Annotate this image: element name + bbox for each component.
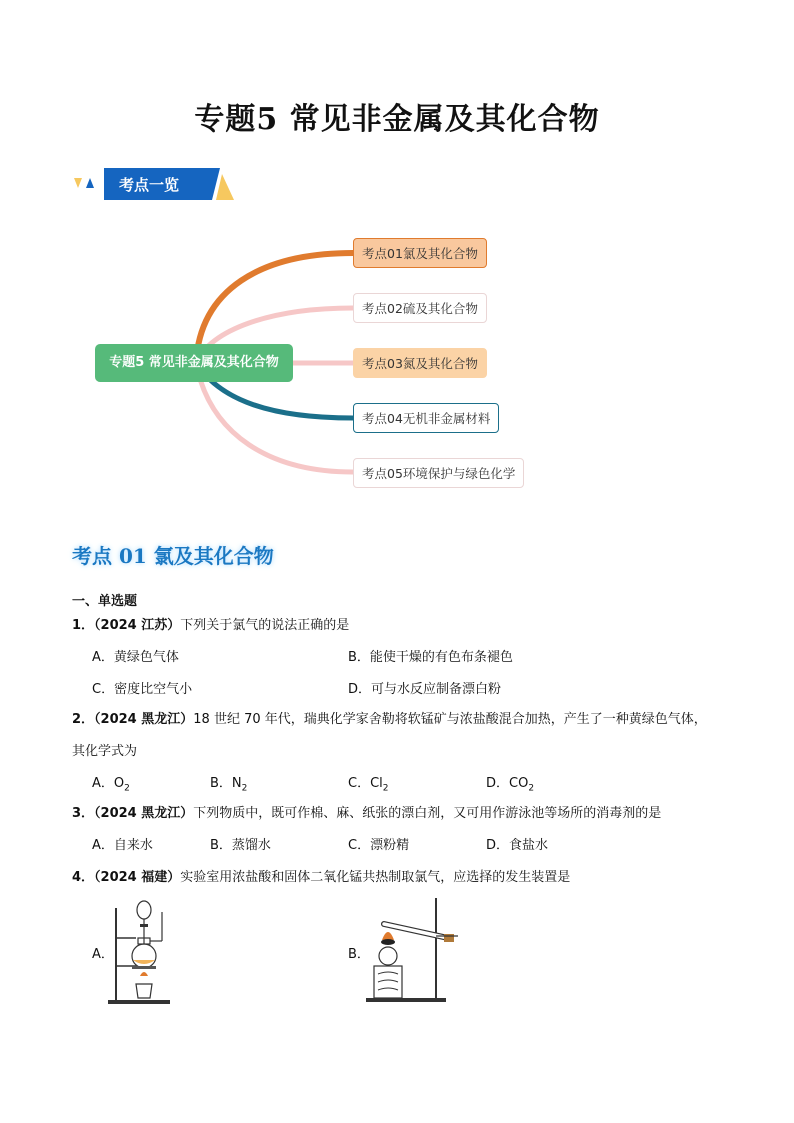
q1-option-b: B．能使干燥的有色布条褪色 [348,650,513,665]
flask-apparatus-icon [106,894,172,1006]
banner-label: 考点一览 [118,176,179,194]
question-stem: 下列物质中，既可作棉、麻、纸张的漂白剂，又可用作游泳池等场所的消毒剂的是 [193,806,662,821]
q1-option-d: D．可与水反应制备漂白粉 [348,682,502,697]
mindmap-center-node: 专题5 常见非金属及其化合物 [95,344,293,382]
q2-option-d: D．$CO_2$ [486,776,535,794]
page-title: 专题5 常见非金属及其化合物 [194,102,600,137]
mindmap-node-04: 考点04无机非金属材料 [353,403,499,433]
part-label: 一、单选题 [72,594,138,609]
q4-option-a-label: A． [92,947,114,962]
question-stem: 实验室用浓盐酸和固体二氧化锰共热制取氯气，应选择的发生装置是 [180,870,571,885]
question-source: （2024 福建） [94,870,181,885]
question-source: （2024 黑龙江） [94,712,194,727]
q3-option-b: B．蒸馏水 [210,838,271,853]
mindmap [0,220,794,510]
question-number: 1． [72,618,95,633]
question-stem: 下列关于氯气的说法正确的是 [180,618,350,633]
q4-option-b-label: B． [348,947,370,962]
mindmap-node-02: 考点02硫及其化合物 [353,293,487,323]
blue-triangle-icon [86,178,94,188]
question-number: 3． [72,806,95,821]
question-source: （2024 黑龙江） [94,806,194,821]
question-number: 4． [72,870,95,885]
question-4 [72,866,570,885]
mindmap-node-05: 考点05环境保护与绿色化学 [353,458,524,488]
q2-option-c: C．$Cl_2$ [348,776,389,794]
mindmap-node-01: 考点01氯及其化合物 [353,238,487,268]
test-tube-apparatus-icon [366,894,466,1004]
q2-option-b: B．$N_2$ [210,776,248,794]
section-heading: 考点 01 氯及其化合物 [72,544,274,568]
mindmap-node-03: 考点03氮及其化合物 [353,348,487,378]
question-1 [72,614,349,633]
question-2 [72,708,707,727]
apparatus-a-image [106,894,172,1006]
q3-option-c: C．漂粉精 [348,838,410,853]
q3-option-a: A．自来水 [92,838,153,853]
q1-option-a: A．黄绿色气体 [92,650,179,665]
question-stem: 18 世纪 70 年代，瑞典化学家舍勒将软锰矿与浓盐酸混合加热，产生了一种黄绿色气体， [193,712,707,727]
question-source: （2024 江苏） [94,618,181,633]
apparatus-b-image [366,894,466,1004]
question-number: 2． [72,712,95,727]
q2-option-a: A．$O_2$ [92,776,130,794]
yellow-triangle-icon [74,178,82,188]
q3-option-d: D．食盐水 [486,838,549,853]
banner-accent-triangle [216,174,234,200]
question-3 [72,802,661,821]
question-2-stem-line2: 其化学式为 [72,744,138,759]
section-banner [72,166,242,202]
q1-option-c: C．密度比空气小 [92,682,193,697]
